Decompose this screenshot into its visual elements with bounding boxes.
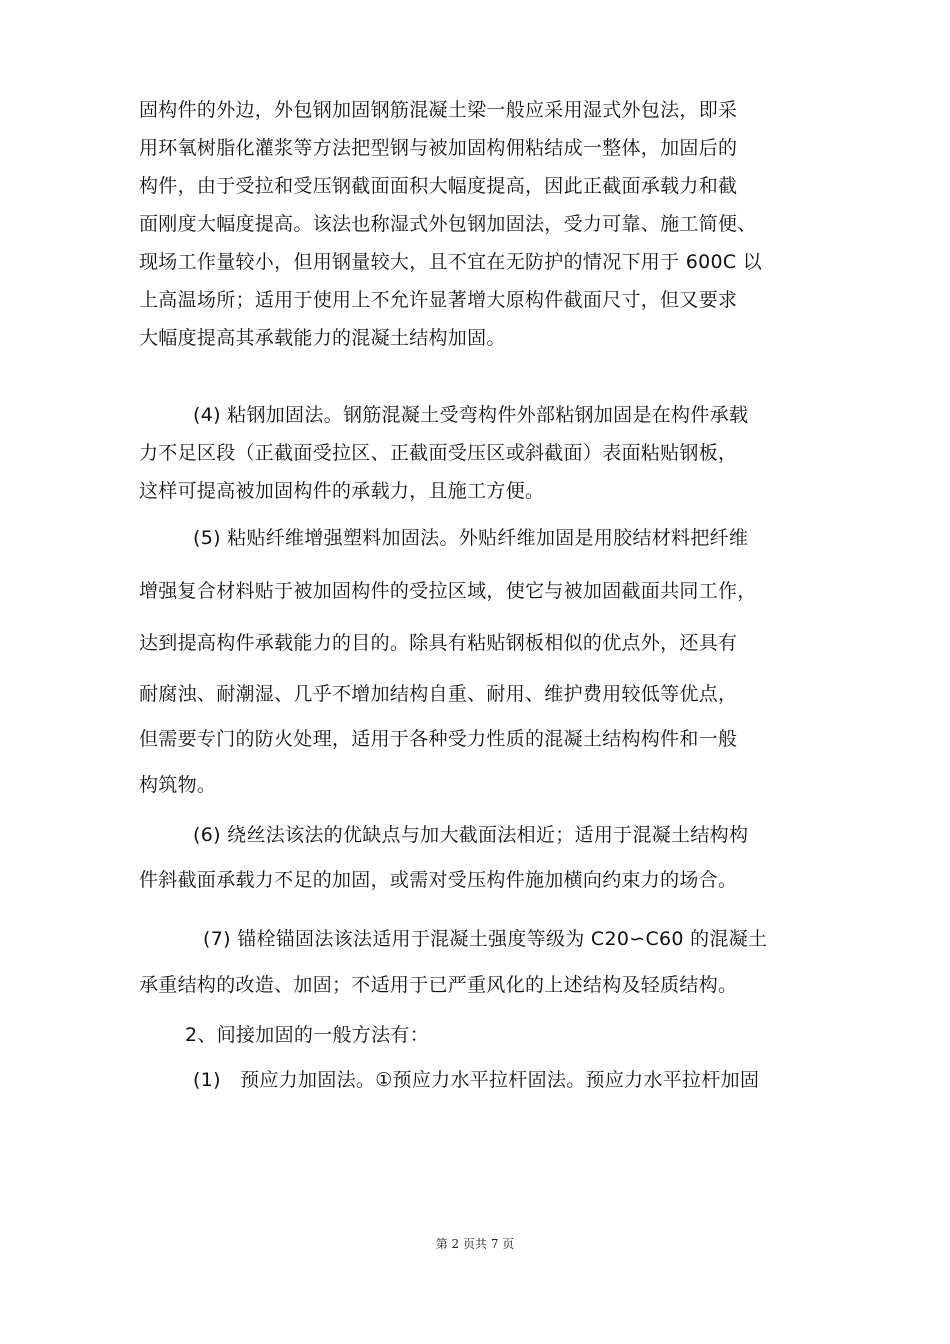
paragraph-heading-1: (1) 预应力加固法。①预应力水平拉杆固法。预应力水平拉杆加固	[193, 1069, 760, 1091]
text-line: 大幅度提高其承载能力的混凝土结构加固。	[139, 327, 506, 349]
text-line: 增强复合材料贴于被加固构件的受拉区域，使它与被加固截面共同工作，	[139, 580, 757, 602]
text-line: 用环氧树脂化灌浆等方法把型钢与被加固构佣粘结成一整体，加固后的	[139, 137, 738, 159]
paragraph-heading-6: (6) 绕丝法该法的优缺点与加大截面法相近；适用于混凝土结构构	[193, 824, 749, 846]
text-line: 达到提高构件承载能力的目的。除具有粘贴钢板相似的优点外，还具有	[139, 632, 738, 654]
text-line: 件斜截面承载力不足的加固，或需对受压构件施加横向约束力的场合。	[139, 869, 738, 891]
text-line: 耐腐浊、耐潮湿、几乎不增加结构自重、耐用、维护费用较低等优点，	[139, 683, 738, 705]
text-line: 面刚度大幅度提高。该法也称湿式外包钢加固法，受力可靠、施工简便、	[139, 213, 757, 235]
paragraph-heading-7: (7) 锚栓锚固法该法适用于混凝土强度等级为 C20∽C60 的混凝土	[203, 928, 768, 950]
text-line: 这样可提高被加固构件的承载力，且施工方便。	[139, 480, 545, 502]
text-line: 构筑物。	[139, 774, 217, 796]
text-line: 上高温场所；适用于使用上不允许显著增大原构件截面尺寸，但又要求	[139, 289, 738, 311]
text-line: 力不足区段（正截面受拉区、正截面受压区或斜截面）表面粘贴钢板，	[139, 442, 738, 464]
text-line: 固构件的外边，外包钢加固钢筋混凝土梁一般应采用湿式外包法，即采	[139, 99, 738, 121]
text-line: 现场工作量较小，但用钢量较大，且不宜在无防护的情况下用于 600C 以	[139, 251, 763, 273]
text-line: 承重结构的改造、加固；不适用于已严重风化的上述结构及轻质结构。	[139, 974, 738, 996]
section-heading: 2、间接加固的一般方法有：	[185, 1024, 429, 1046]
paragraph-heading-5: (5) 粘贴纤维增强塑料加固法。外贴纤维加固是用胶结材料把纤维	[193, 527, 749, 549]
text-line: 但需要专门的防火处理，适用于各种受力性质的混凝土结构构件和一般	[139, 728, 738, 750]
paragraph-heading-4: (4) 粘钢加固法。钢筋混凝土受弯构件外部粘钢加固是在构件承载	[193, 404, 749, 426]
text-line: 构件，由于受拉和受压钢截面面积大幅度提高，因此正截面承载力和截	[139, 175, 738, 197]
page-footer: 第 2 页共 7 页	[435, 1237, 515, 1251]
